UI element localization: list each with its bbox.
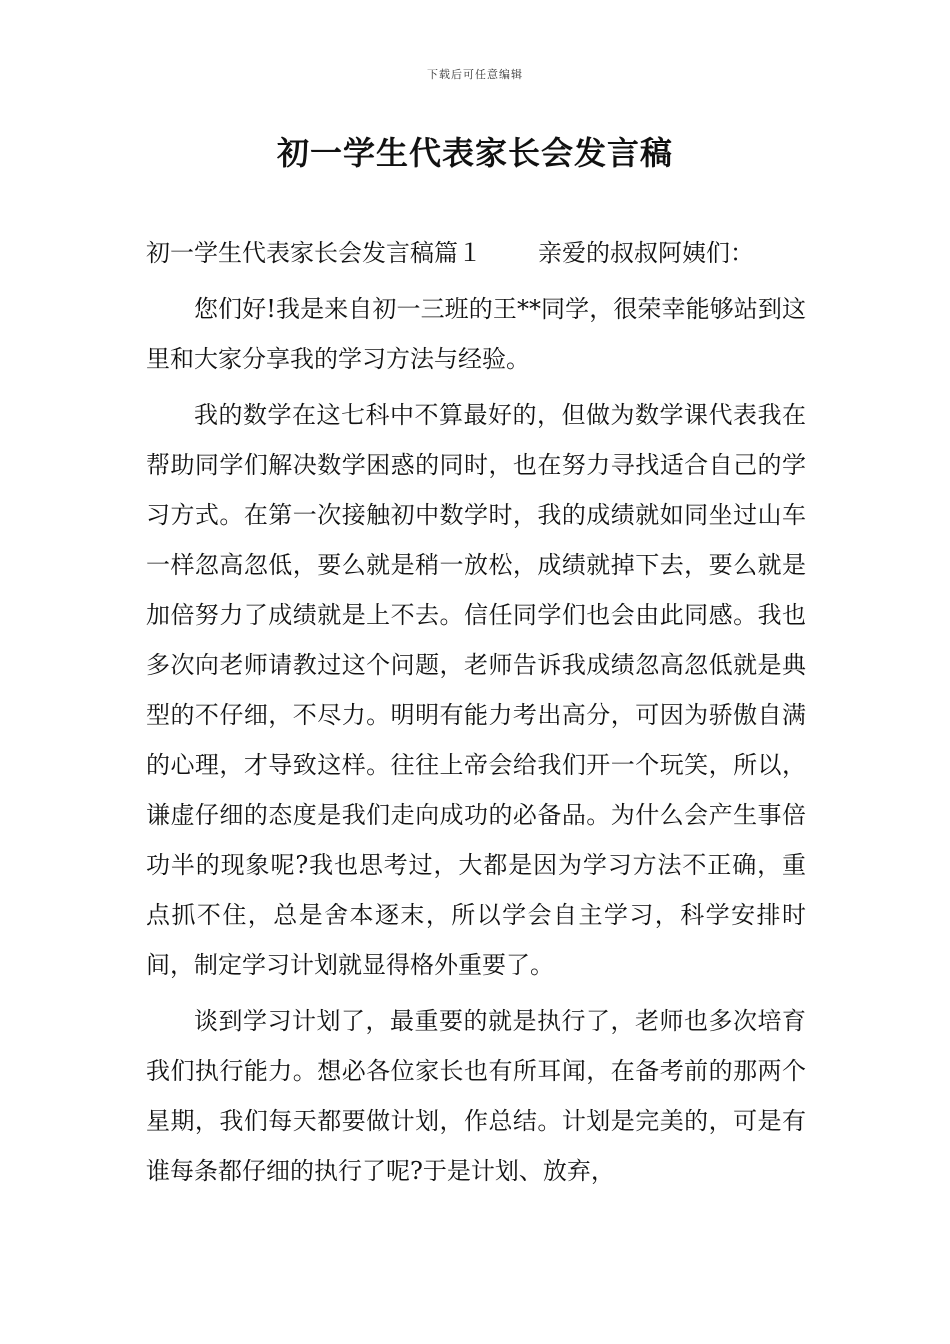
paragraph-1: 您们好!我是来自初一三班的王**同学，很荣幸能够站到这里和大家分享我的学习方法与经验。 — [146, 295, 806, 373]
paragraph-2: 我的数学在这七科中不算最好的，但做为数学课代表我在帮助同学们解决数学困惑的同时，也在努力寻找适合自己的学习方式。在第一次接触初中数学时，我的成绩就如同坐过山车一样忽高忽低，要么就是稍一放松，成绩就掉下去，要么就是加倍努力了成绩就是上不去。信任同学们也会由此同感。我也多次向老师请教过这个问题，老师告诉我成绩忽高忽低就是典型的不仔细，不尽力。明明有能力考出高分，可因为骄傲自满的心理，才导致这样。往往上帝会给我们开一个玩笑，所以，谦虚仔细的态度是我们走向成功的必备品。为什么会产生事倍功半的现象呢?我也思考过，大都是因为学习方法不正确，重点抓不住，总是舍本逐末，所以学会自主学习，科学安排时间，制定学习计划就显得格外重要了。 — [146, 401, 806, 979]
section-heading: 初一学生代表家长会发言稿篇１ — [146, 239, 482, 267]
header-note: 下载后可任意编辑 — [427, 68, 523, 81]
document-body — [146, 228, 806, 1196]
section-heading-line — [146, 228, 806, 278]
salutation: 亲爱的叔叔阿姨们： — [538, 239, 754, 267]
heading-gap — [482, 228, 538, 278]
paragraph-3: 谈到学习计划了，最重要的就是执行了，老师也多次培育我们执行能力。想必各位家长也有所耳闻，在备考前的那两个星期，我们每天都要做计划，作总结。计划是完美的，可是有谁每条都仔细的执行了呢?于是计划、放弃， — [146, 1007, 806, 1185]
document-title: 初一学生代表家长会发言稿 — [276, 134, 673, 172]
